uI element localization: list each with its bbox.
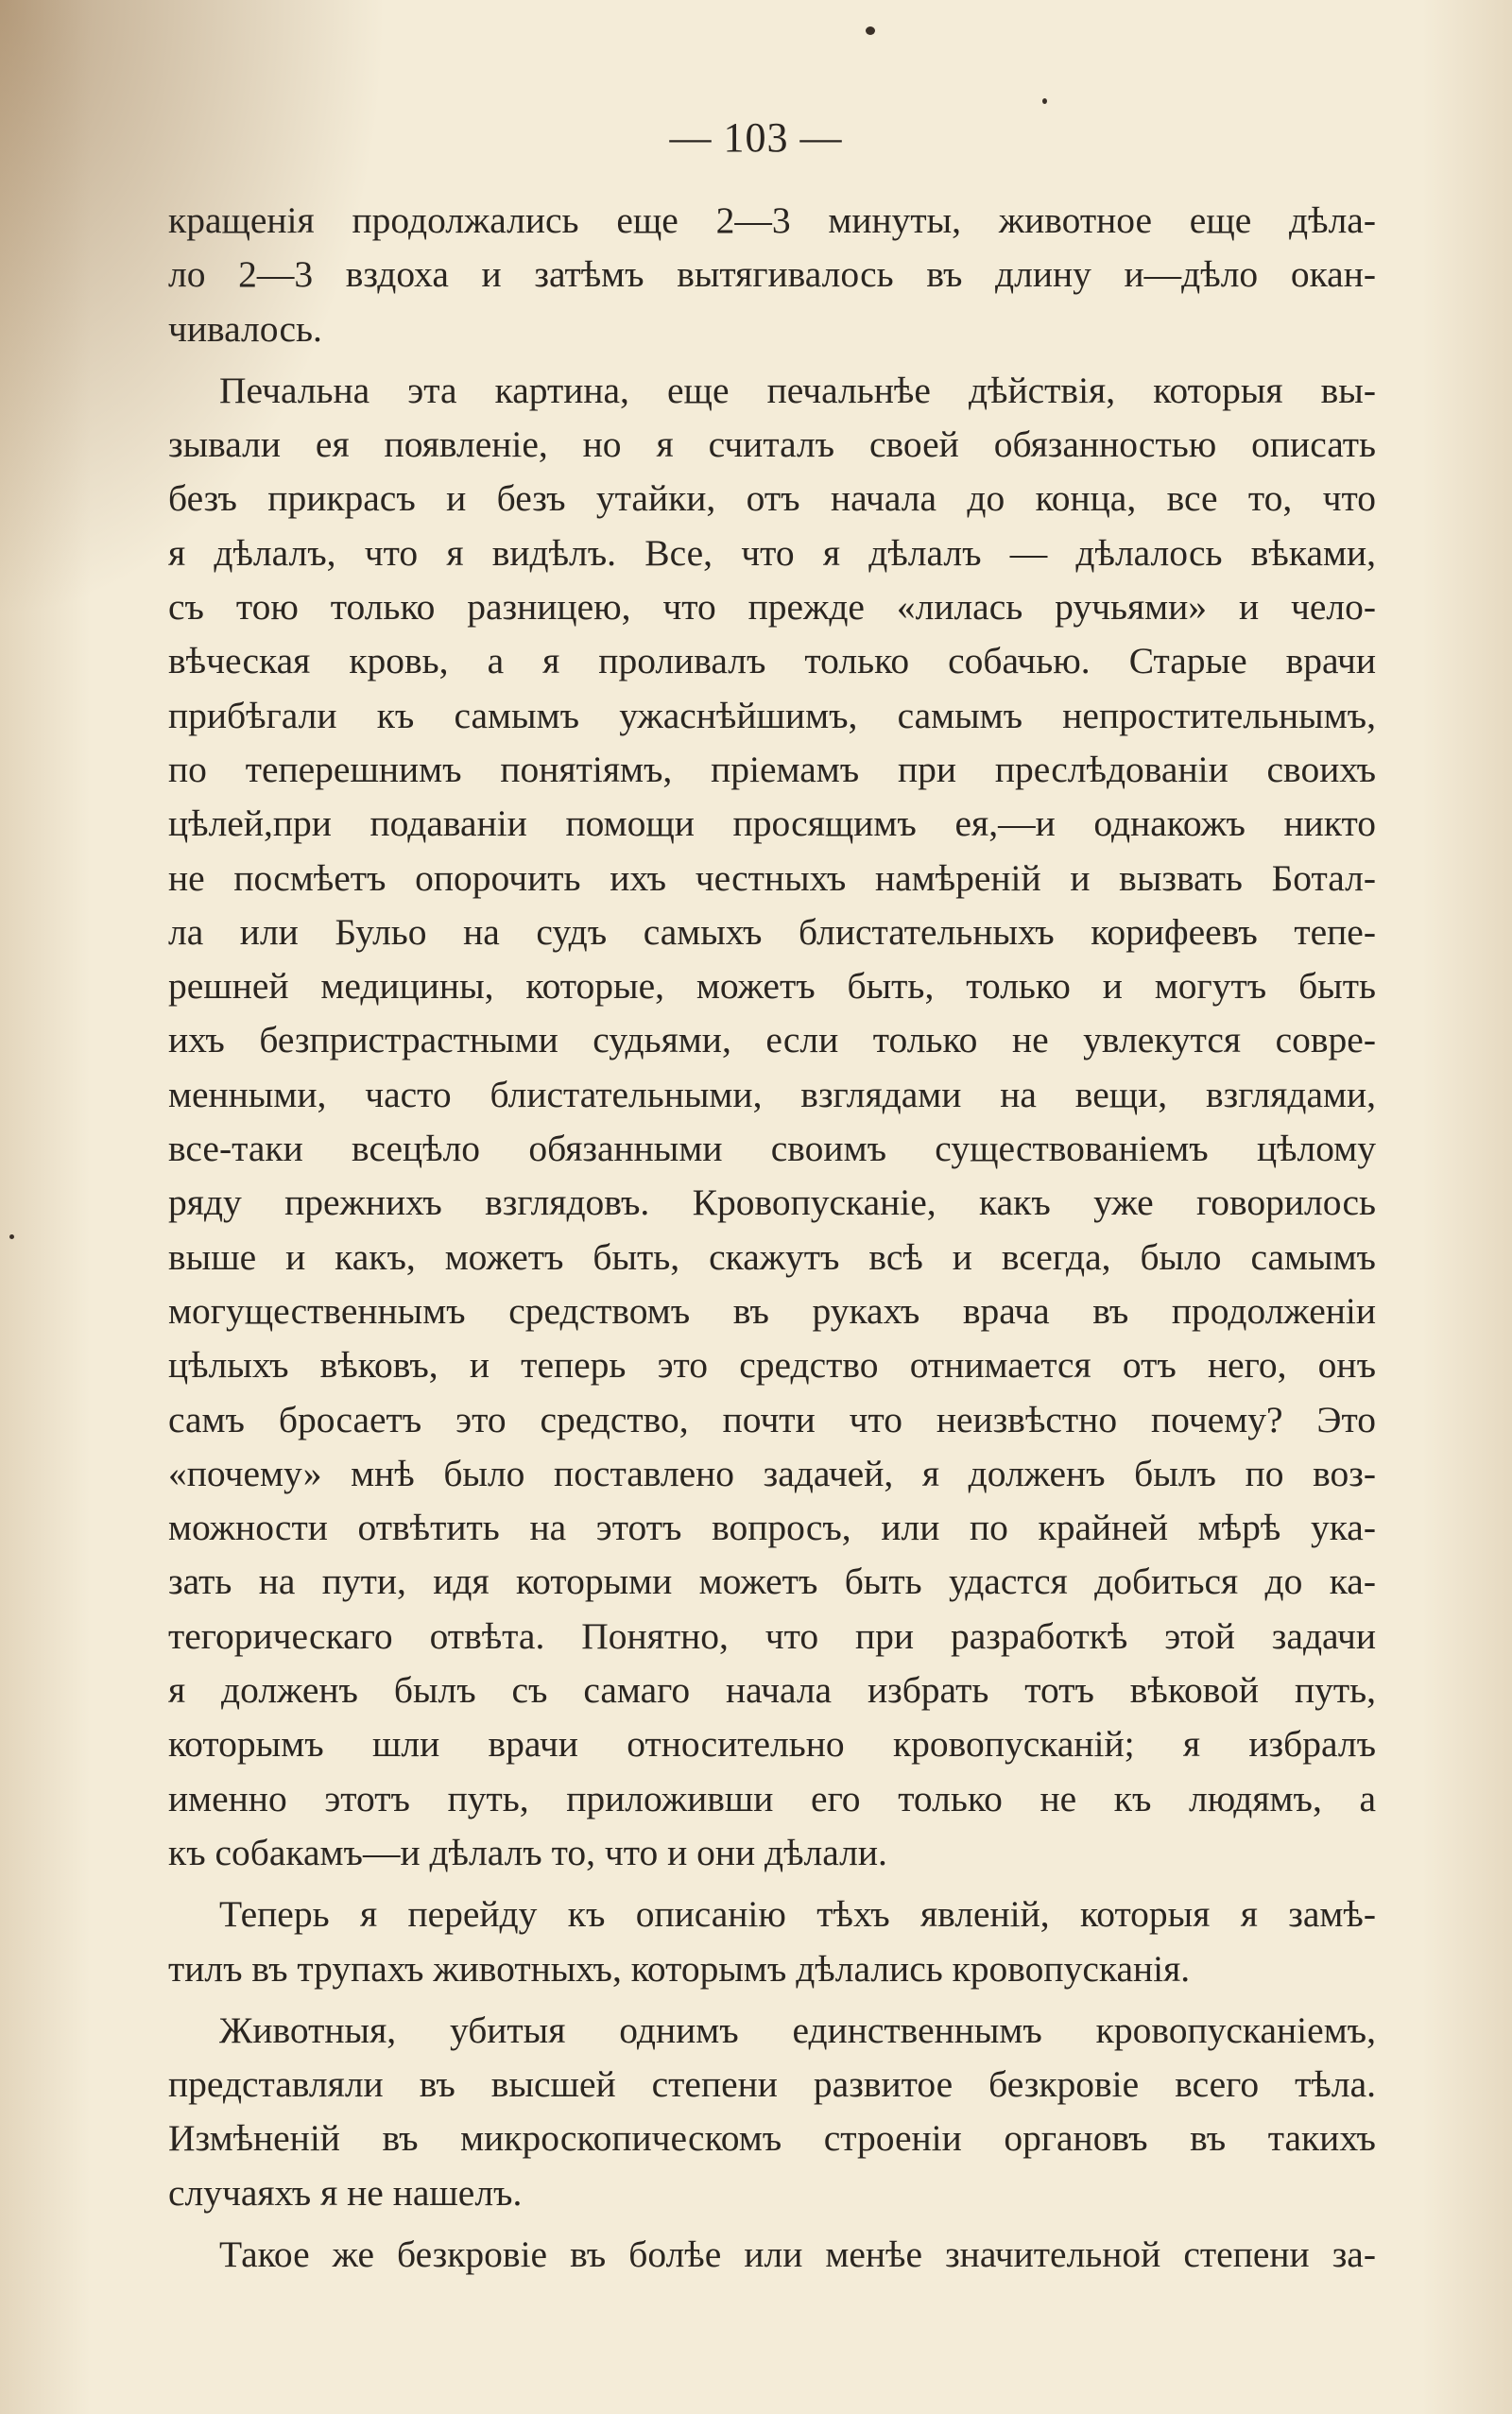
text-line: самъ бросаетъ это средство, почти что неизвѣстно почему? Это: [168, 1398, 1376, 1440]
text-line: ло 2—3 вздоха и затѣмъ вытягивалось въ длину и—дѣло окан-: [168, 253, 1376, 296]
text-line: именно этотъ путь, приложивши его только не къ людямъ, а: [168, 1777, 1376, 1819]
body-text: [168, 194, 1376, 2282]
ink-speck: [1042, 98, 1047, 104]
text-line: зать на пути, идя которыми можетъ быть удастся добиться до ка-: [168, 1560, 1376, 1603]
text-line: кращенія продолжались еще 2—3 минуты, животное еще дѣла-: [168, 199, 1376, 241]
text-line: ла или Бульо на судъ самыхъ блистательныхъ корифеевъ тепе-: [168, 910, 1376, 953]
text-line: которымъ шли врачи относительно кровопусканій; я избралъ: [168, 1723, 1376, 1766]
text-line: Печальна эта картина, еще печальнѣе дѣйствія, которыя вы-: [219, 369, 1376, 411]
text-line: Теперь я перейду къ описанію тѣхъ явленій, которыя я замѣ-: [219, 1893, 1376, 1936]
text-line: зывали ея появленіе, но я считалъ своей обязанностью описать: [168, 423, 1376, 466]
text-line: случаяхъ я не нашелъ.: [168, 2171, 523, 2214]
text-line: выше и какъ, можетъ быть, скажутъ всѣ и всегда, было самымъ: [168, 1235, 1376, 1278]
paragraph-gap: [168, 1880, 1376, 1888]
text-line: цѣлыхъ вѣковъ, и теперь это средство отнимается отъ него, онъ: [168, 1344, 1376, 1387]
text-line: безъ прикрасъ и безъ утайки, отъ начала до конца, все то, что: [168, 477, 1376, 520]
text-line: не посмѣетъ опорочить ихъ честныхъ намѣреній и вызвать Ботал-: [168, 856, 1376, 899]
text-line: прибѣгали къ самымъ ужаснѣйшимъ, самымъ непростительнымъ,: [168, 694, 1376, 736]
text-line: я долженъ былъ съ самаго начала избрать тотъ вѣковой путь,: [168, 1669, 1376, 1712]
text-line: Животныя, убитыя однимъ единственнымъ кровопусканіемъ,: [219, 2009, 1376, 2051]
paragraph: [168, 2228, 1376, 2282]
text-line: я дѣлалъ, что я видѣлъ. Все, что я дѣлалъ — дѣлалось вѣками,: [168, 531, 1376, 574]
text-line: можности отвѣтить на этотъ вопросъ, или по крайней мѣрѣ ука-: [168, 1507, 1376, 1549]
paragraph: [168, 194, 1376, 356]
paragraph-gap: [168, 1996, 1376, 2004]
text-line: тилъ въ трупахъ животныхъ, которымъ дѣлались кровопусканія.: [168, 1947, 1191, 1990]
paragraph: [168, 1888, 1376, 1996]
page-number: — 103 —: [669, 114, 843, 161]
text-line: «почему» мнѣ было поставлено задачей, я долженъ былъ по воз-: [168, 1452, 1376, 1494]
text-line: по теперешнимъ понятіямъ, пріемамъ при преслѣдованіи своихъ: [168, 748, 1376, 790]
text-line: цѣлей,при подаваніи помощи просящимъ ея,—и однакожъ никто: [168, 802, 1376, 845]
ink-speck: [9, 1234, 14, 1239]
text-line: все-таки всецѣло обязанными своимъ существованіемъ цѣлому: [168, 1128, 1376, 1170]
paragraph-gap: [168, 356, 1376, 364]
text-line: къ собакамъ—и дѣлалъ то, что и они дѣлали.: [168, 1831, 887, 1873]
text-line: менными, часто блистательными, взглядами на вещи, взглядами,: [168, 1073, 1376, 1115]
text-line: ихъ безпристрастными судьями, если только не увлекутся совре-: [168, 1019, 1376, 1061]
text-line: Измѣненій въ микроскопическомъ строеніи органовъ въ такихъ: [168, 2117, 1376, 2160]
text-line: тегорическаго отвѣта. Понятно, что при разработкѣ этой задачи: [168, 1614, 1376, 1657]
text-line: ряду прежнихъ взглядовъ. Кровопусканіе, какъ уже говорилось: [168, 1181, 1376, 1224]
text-line: чивалось.: [168, 307, 322, 350]
paragraph-gap: [168, 2220, 1376, 2228]
text-line: представляли въ высшей степени развитое безкровіе всего тѣла.: [168, 2063, 1376, 2106]
text-line: съ тою только разницею, что прежде «лилась ручьями» и чело-: [168, 586, 1376, 629]
text-line: Такое же безкровіе въ болѣе или менѣе значительной степени за-: [219, 2233, 1376, 2275]
text-line: могущественнымъ средствомъ въ рукахъ врача въ продолженіи: [168, 1289, 1376, 1332]
text-line: решней медицины, которые, можетъ быть, только и могутъ быть: [168, 965, 1376, 1008]
paragraph: [168, 2004, 1376, 2220]
paragraph: [168, 364, 1376, 1880]
text-line: вѣческая кровь, а я проливалъ только собачью. Старые врачи: [168, 640, 1376, 682]
ink-speck: [866, 26, 875, 35]
